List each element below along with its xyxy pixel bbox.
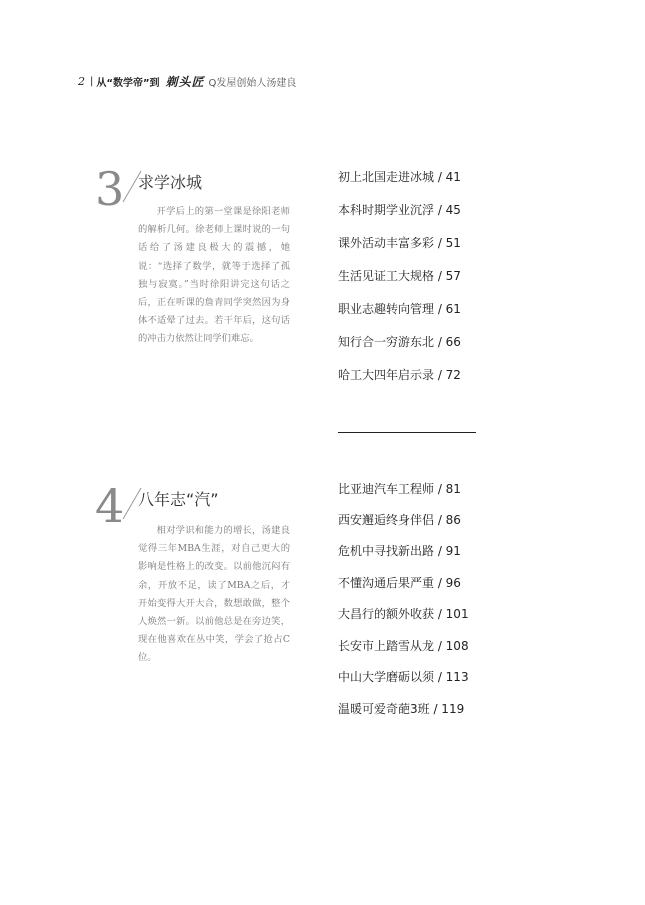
toc-entry[interactable]: 职业志趣转向管理 / 61 <box>338 302 461 316</box>
toc-entry[interactable]: 本科时期学业沉浮 / 45 <box>338 203 461 217</box>
toc-entry[interactable]: 大昌行的额外收获 / 101 <box>338 607 469 621</box>
running-header <box>78 73 296 89</box>
toc-entry[interactable]: 哈工大四年启示录 / 72 <box>338 368 461 382</box>
header-separator: | <box>90 75 94 87</box>
toc-entry[interactable]: 生活见证工大规格 / 57 <box>338 269 461 283</box>
toc-entry[interactable]: 温暖可爱奇葩3班 / 119 <box>338 702 465 716</box>
book-subtitle: Q发屋创始人汤建良 <box>208 77 297 89</box>
page-number: 2 <box>78 74 85 88</box>
chapter-summary: 相对学识和能力的增长，汤建良觉得三年MBA生涯，对自己更大的影响是性格上的改变。以前他沉闷有余，开放不足，读了MBA之后，才开始变得大开大合，数想敢做，整个人焕然一新。以前他总是在旁边笑，现在他喜欢在丛中笑，学会了抢占C位。 <box>138 525 290 664</box>
toc-entry[interactable]: 长安市上踏雪从龙 / 108 <box>338 639 469 653</box>
chapter-number: 3 <box>95 162 125 216</box>
toc-entry[interactable]: 西安邂逅终身伴侣 / 86 <box>338 513 461 527</box>
toc-entry[interactable]: 知行合一穷游东北 / 66 <box>338 335 461 349</box>
chapter-summary: 开学后上的第一堂课是徐阳老师的解析几何。徐老师上课时说的一句话给了汤建良极大的震撼，她说：“选择了数学，就等于选择了孤独与寂寞。”当时徐阳讲完这句话之后，正在听课的詹青同学突然因为身体不适晕了过去。若干年后，这句话的冲击力依然让同学们难忘。 <box>138 206 290 345</box>
toc-entry[interactable]: 比亚迪汽车工程师 / 81 <box>338 482 461 496</box>
toc-entry[interactable]: 课外活动丰富多彩 / 51 <box>338 236 461 250</box>
toc-entry[interactable]: 初上北国走进冰城 / 41 <box>338 170 461 184</box>
toc-entry[interactable]: 中山大学磨砺以须 / 113 <box>338 670 469 684</box>
section-divider <box>338 432 476 433</box>
toc-entry[interactable]: 危机中寻找新出路 / 91 <box>338 544 461 558</box>
chapter-number: 4 <box>95 479 125 533</box>
toc-entry[interactable]: 不懂沟通后果严重 / 96 <box>338 576 461 590</box>
book-title-prefix: 从“数学帝”到 <box>96 77 160 89</box>
book-title-brand: 剃头匠 <box>165 74 205 89</box>
chapter-title: 八年志“汽” <box>138 490 219 509</box>
chapter-title: 求学冰城 <box>138 173 203 192</box>
